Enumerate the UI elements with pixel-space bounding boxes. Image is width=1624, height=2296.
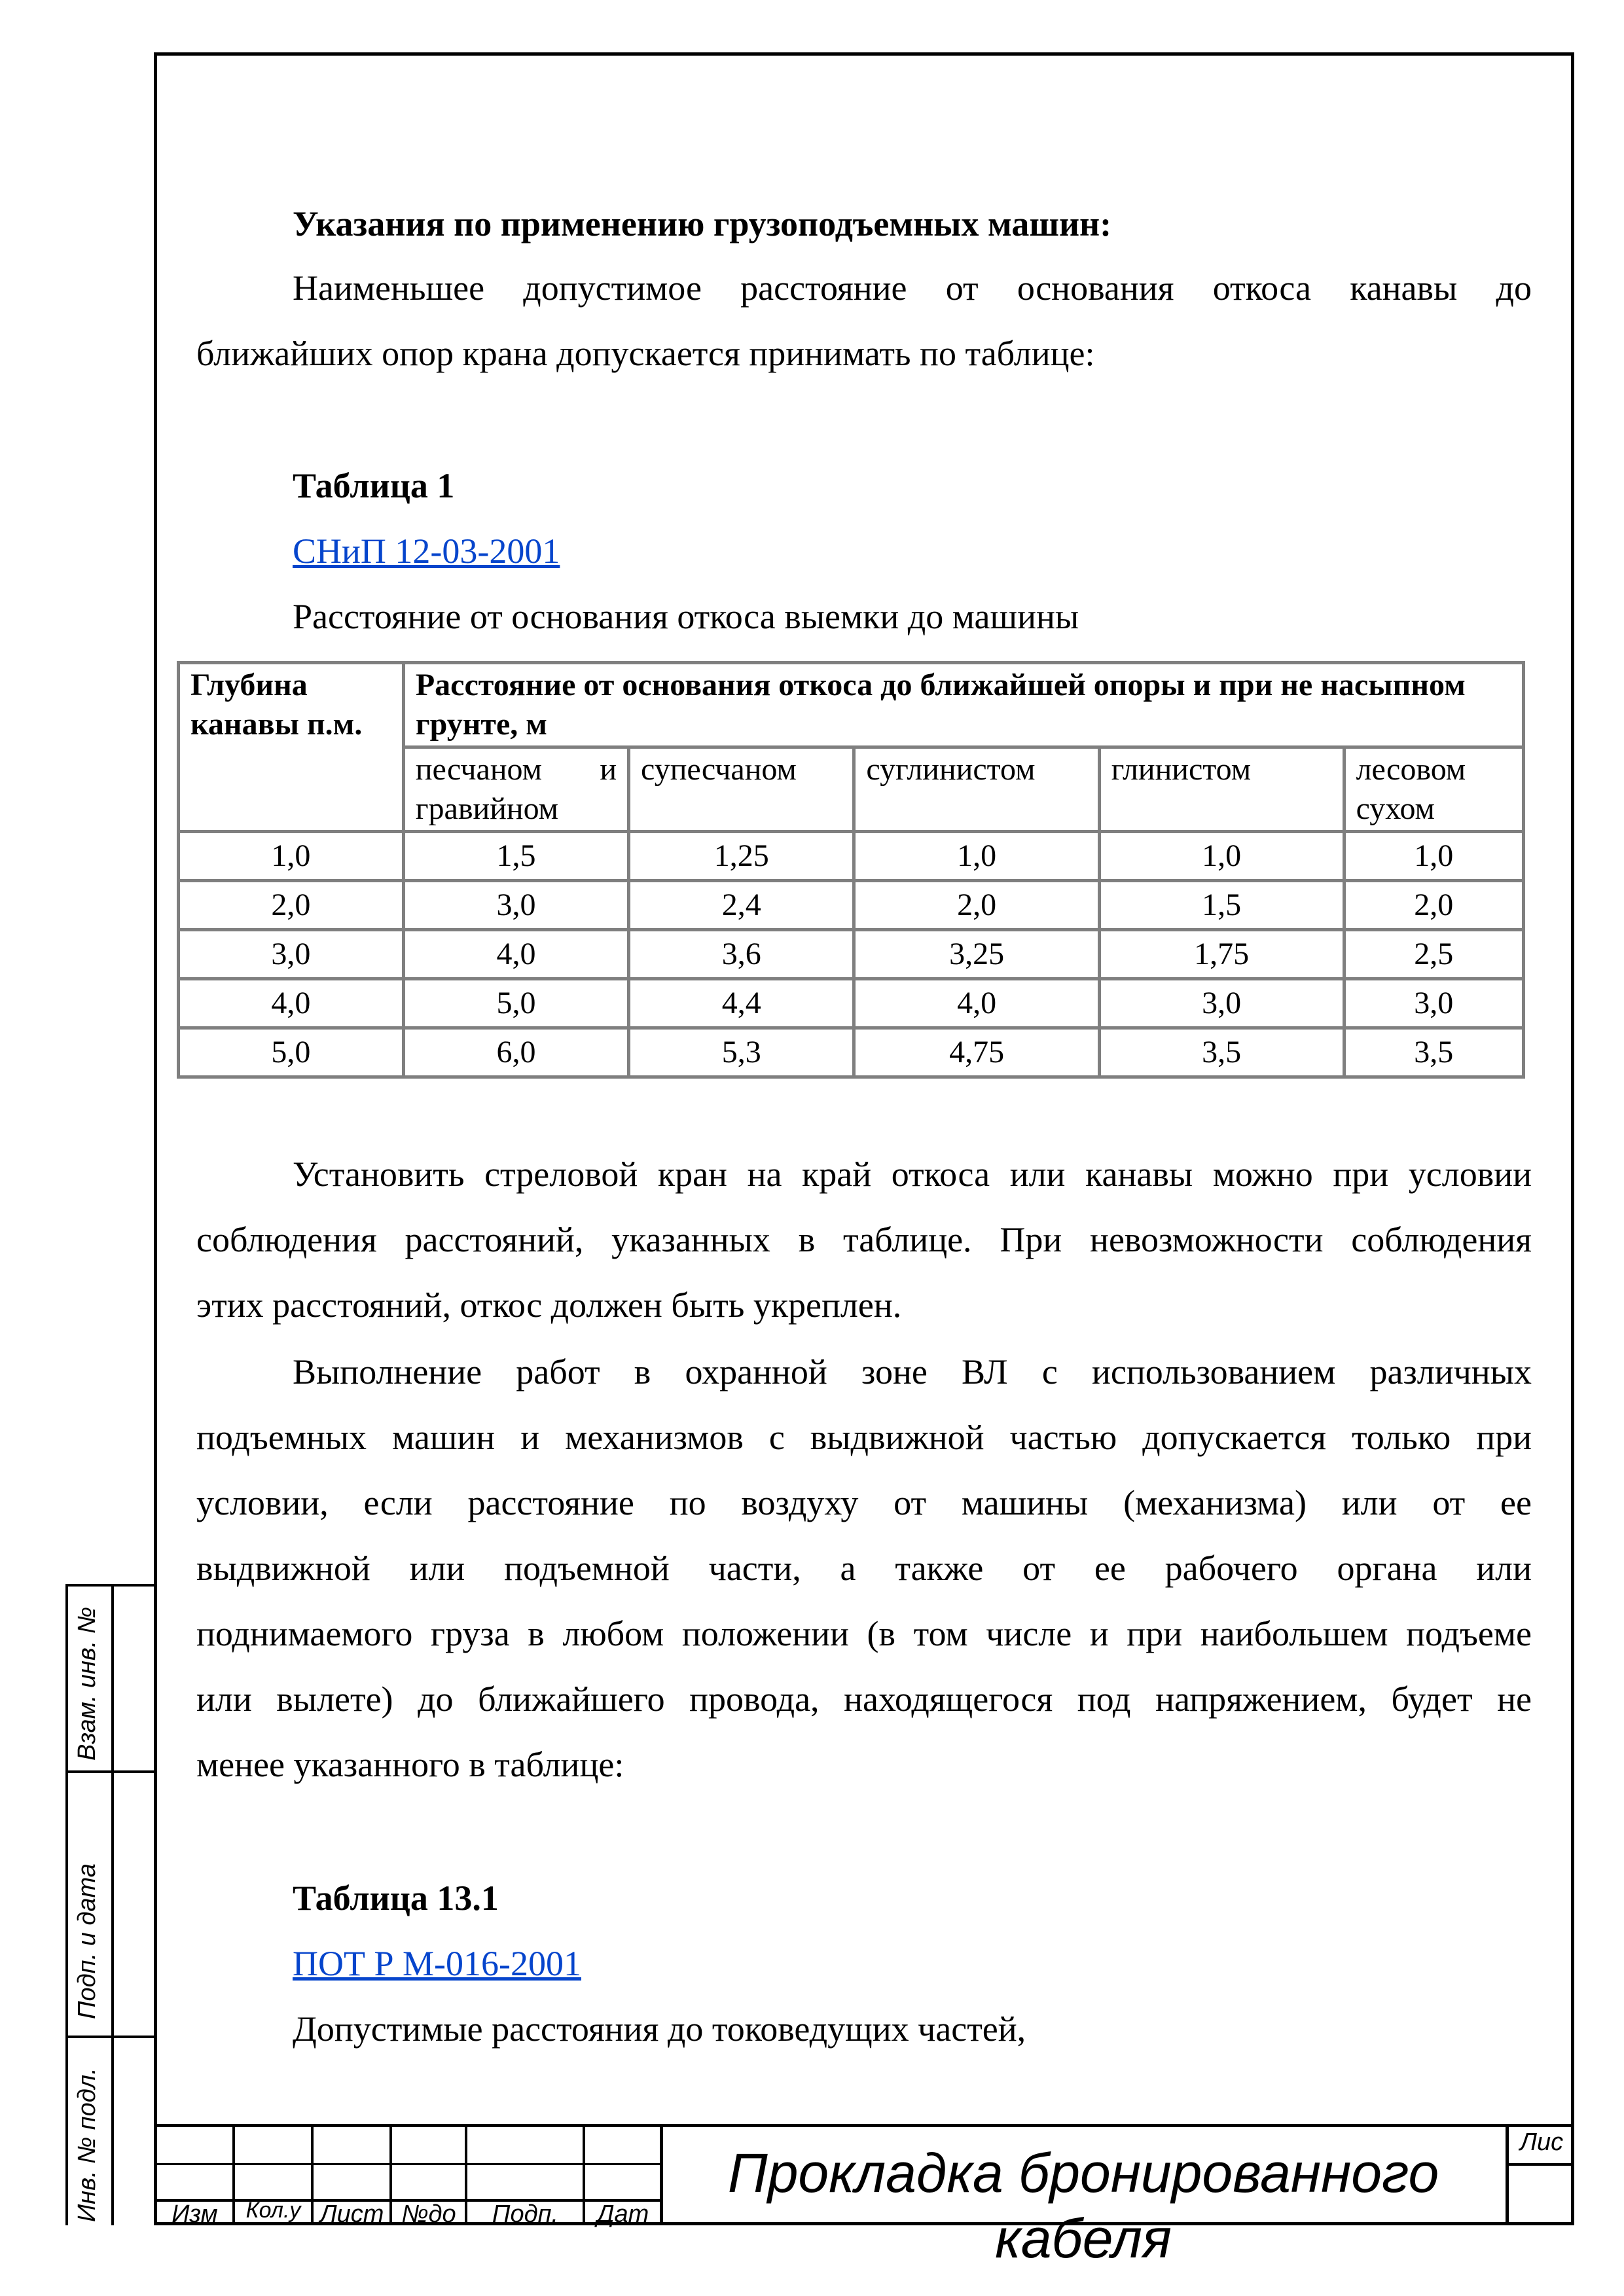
cell: 4,75 (854, 1028, 1099, 1077)
stamp-col-line (583, 2124, 585, 2225)
cell: 4,0 (854, 979, 1099, 1028)
cell: 4,0 (179, 979, 404, 1028)
para2-line2: соблюдения расстояний, указанных в таблице. При невозможности соблюдения (196, 1220, 1532, 1259)
para3-line6: или вылете) до ближайшего провода, находящегося под напряжением, будет не (196, 1679, 1532, 1719)
soil-clay: глинистом (1099, 747, 1344, 832)
cell: 3,0 (403, 881, 628, 930)
cell: 1,25 (629, 832, 854, 881)
table-row (179, 930, 1524, 979)
cell: 3,0 (1344, 979, 1523, 1028)
stamp-row-line (1506, 2163, 1574, 2166)
cell: 3,5 (1099, 1028, 1344, 1077)
cell: 3,6 (629, 930, 854, 979)
para3-line7: менее указанного в таблице: (196, 1745, 624, 1784)
table-row (179, 881, 1524, 930)
stamp-col-line (389, 2124, 392, 2225)
side-stamp-divider (111, 1584, 114, 2225)
para2-line3: этих расстояний, откос должен быть укреплен. (196, 1285, 902, 1325)
table13-caption: Допустимые расстояния до токоведущих частей, (293, 2009, 1026, 2049)
cell: 3,25 (854, 930, 1099, 979)
stamp-col-line (311, 2124, 314, 2225)
para1-line2: ближайших опор крана допускается принимать по таблице: (196, 334, 1095, 373)
cell: 1,75 (1099, 930, 1344, 979)
cell: 1,5 (403, 832, 628, 881)
soil-sandy-loam: супесчаном (629, 747, 854, 832)
document-title: Прокладка бронированного кабеля (727, 2142, 1439, 2269)
soil-loam: суглинистом (854, 747, 1099, 832)
distance-table (177, 661, 1525, 1079)
cell: 2,5 (1344, 930, 1523, 979)
cell: 1,0 (1099, 832, 1344, 881)
stamp-izm-label: Изм (171, 2200, 218, 2228)
cell: 1,0 (1344, 832, 1523, 881)
cell: 4,4 (629, 979, 854, 1028)
cell: 1,0 (179, 832, 404, 881)
soil-type-cell (403, 747, 628, 832)
table13-link[interactable]: ПОТ Р М-016-2001 (293, 1944, 581, 1983)
cell: 5,3 (629, 1028, 854, 1077)
stamp-sheet-label: Лис (1519, 2128, 1564, 2156)
para3-line1: Выполнение работ в охранной зоне ВЛ с использованием различных (293, 1352, 1532, 1391)
side-label-vzam: Взам. инв. № (73, 1606, 101, 1761)
table-row (179, 832, 1524, 881)
para3-line5: поднимаемого груза в любом положении (в том числе и при наибольшем подъеме (196, 1614, 1532, 1653)
cell: 2,0 (179, 881, 404, 930)
stamp-kolu-label: Кол.у (245, 2198, 301, 2223)
para1-line1: Наименьшее допустимое расстояние от основания откоса канавы до (293, 268, 1532, 308)
header-depth: Глубина канавы п.м. (179, 663, 404, 832)
cell: 2,0 (1344, 881, 1523, 930)
table-row (179, 1028, 1524, 1077)
side-stamp-row (65, 1770, 154, 1773)
table1-label: Таблица 1 (293, 466, 455, 505)
stamp-top-line (154, 2124, 1574, 2127)
cell: 1,0 (854, 832, 1099, 881)
side-stamp-row (65, 1584, 154, 1587)
stamp-date-label: Дат (596, 2200, 649, 2228)
soil-sandy: песчаном и гравийном (415, 752, 617, 826)
cell: 2,4 (629, 881, 854, 930)
cell: 6,0 (403, 1028, 628, 1077)
cell: 5,0 (179, 1028, 404, 1077)
table1-caption: Расстояние от основания откоса выемки до машины (293, 597, 1079, 636)
table1-link[interactable]: СНиП 12-03-2001 (293, 531, 560, 571)
para3-line4: выдвижной или подъемной части, а также от ее рабочего органа или (196, 1549, 1532, 1588)
stamp-podp-label: Подп. (492, 2200, 559, 2228)
soil-loess: лесовом сухом (1344, 747, 1523, 832)
table-row (179, 979, 1524, 1028)
section-heading: Указания по применению грузоподъемных машин: (293, 204, 1112, 243)
para2-line1: Установить стреловой кран на край откоса или канавы можно при условии (293, 1155, 1532, 1194)
header-distance: Расстояние от основания откоса до ближайшей опоры и при не насыпном грунте, м (403, 663, 1523, 747)
cell: 5,0 (403, 979, 628, 1028)
side-label-podp: Подп. и дата (73, 1863, 101, 2019)
cell: 3,0 (179, 930, 404, 979)
para3-line2: подъемных машин и механизмов с выдвижной частью допускается только при (196, 1418, 1532, 1457)
stamp-list-label: Лист (319, 2200, 384, 2228)
cell: 4,0 (403, 930, 628, 979)
stamp-col-line (465, 2124, 467, 2225)
cell: 1,5 (1099, 881, 1344, 930)
stamp-ndoc-label: №до (401, 2200, 456, 2228)
stamp-col-line (232, 2124, 235, 2225)
side-stamp-row (65, 2036, 154, 2038)
cell: 2,0 (854, 881, 1099, 930)
para3-line3: условии, если расстояние по воздуху от машины (механизма) или от ее (196, 1483, 1532, 1522)
side-label-inv: Инв. № подл. (73, 2068, 101, 2222)
cell: 3,0 (1099, 979, 1344, 1028)
cell: 3,5 (1344, 1028, 1523, 1077)
table13-label: Таблица 13.1 (293, 1878, 499, 1918)
